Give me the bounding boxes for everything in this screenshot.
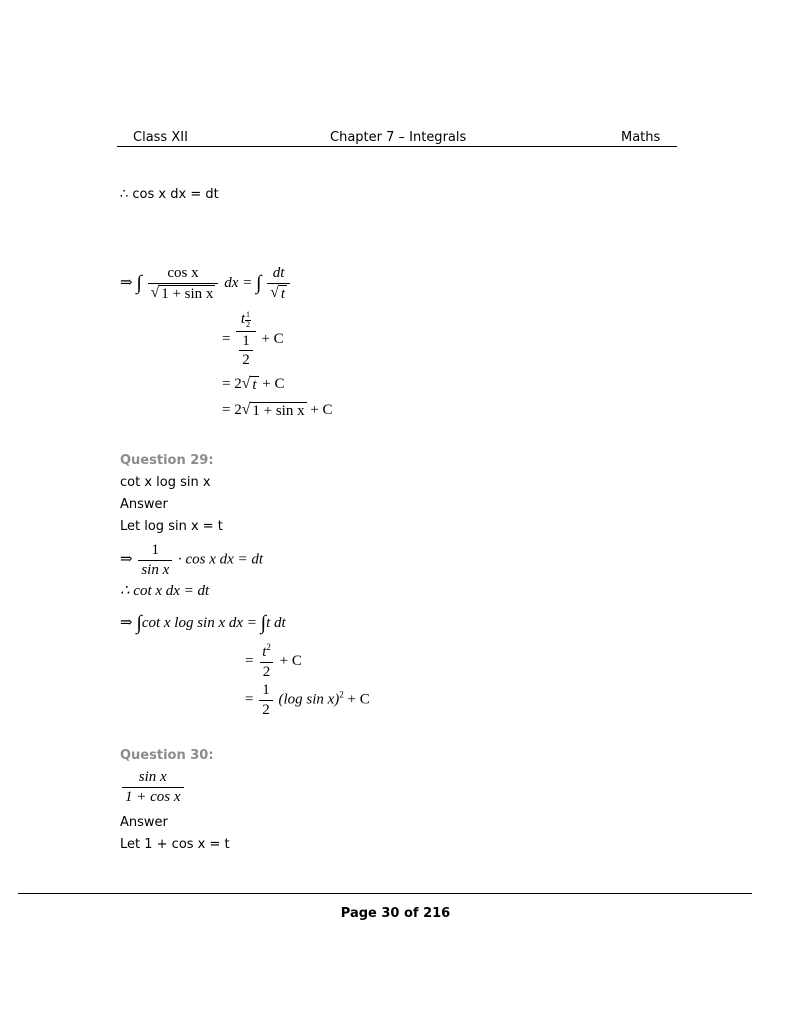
denominator: $\frac{1}{2}$	[236, 331, 256, 369]
q29-step3: ⇒ ∫cot x log sin x dx = ∫t dt	[120, 612, 286, 634]
fraction: $\frac{1}{\text{sin x}}$	[138, 542, 172, 578]
q28-step2	[222, 311, 284, 369]
implies-symbol: ⇒	[120, 274, 133, 291]
fraction	[236, 311, 256, 369]
plus-constant: + C	[262, 376, 285, 392]
integral-symbol: ∫	[136, 272, 142, 294]
equals-sign: =	[222, 331, 231, 348]
fraction	[148, 265, 219, 302]
fraction: $\frac{1}{2}$	[259, 682, 273, 718]
square-root: √ t	[241, 375, 257, 393]
header-subject: Maths	[621, 130, 661, 145]
answer-label: Answer	[120, 815, 168, 830]
top-step: ∴ cos x dx = dt	[120, 187, 219, 202]
plus-constant: + C	[310, 402, 333, 418]
header-rule	[117, 146, 677, 147]
question-29-heading: Question 29:	[120, 453, 214, 468]
q29-step4: = $\frac{t^2}{2}$ + C	[245, 642, 302, 680]
square-root: √ 1 + sin x	[150, 283, 214, 302]
q28-step3: = 2 √ t + C	[222, 375, 285, 393]
q28-step4: = 2 √ 1 + sin x + C	[222, 401, 333, 419]
answer-label: Answer	[120, 497, 168, 512]
square-root: √ t	[270, 283, 286, 302]
dx-text: dx =	[224, 274, 253, 291]
q30-substitution: Let 1 + cos x = t	[120, 837, 230, 852]
q29-step1: ⇒ $\frac{1}{\text{sin x}}$ · cos x dx = dt	[120, 542, 264, 578]
q29-step2: ∴ cot x dx = dt	[120, 583, 210, 599]
denominator	[148, 283, 219, 303]
q29-substitution: Let log sin x = t	[120, 519, 223, 534]
question-30-heading: Question 30:	[120, 748, 214, 763]
numerator: dt	[272, 265, 285, 281]
question-29-prompt: cot x log sin x	[120, 475, 211, 490]
fraction	[267, 265, 290, 302]
integral-symbol: ∫	[255, 272, 262, 294]
footer-rule	[18, 893, 752, 894]
numerator: cos x	[167, 265, 199, 281]
fraction: $\frac{\text{sin x}}{\text{1 + cos x}}$	[122, 769, 184, 805]
header-class: Class XII	[133, 130, 188, 145]
denominator	[267, 283, 290, 303]
numerator: t $\frac{1}{2}$	[240, 310, 251, 329]
square-root: √ 1 + sin x	[241, 401, 305, 419]
plus-constant: + C	[261, 331, 284, 348]
fraction: $\frac{t^2}{2}$	[259, 643, 274, 680]
q29-step5: = $\frac{1}{2}$ (log sin x)$^2$ + C	[245, 682, 370, 718]
q28-step1	[120, 265, 292, 302]
page-number: Page 30 of 216	[340, 906, 451, 921]
header-chapter: Chapter 7 – Integrals	[330, 130, 467, 145]
question-30-prompt	[120, 769, 186, 805]
